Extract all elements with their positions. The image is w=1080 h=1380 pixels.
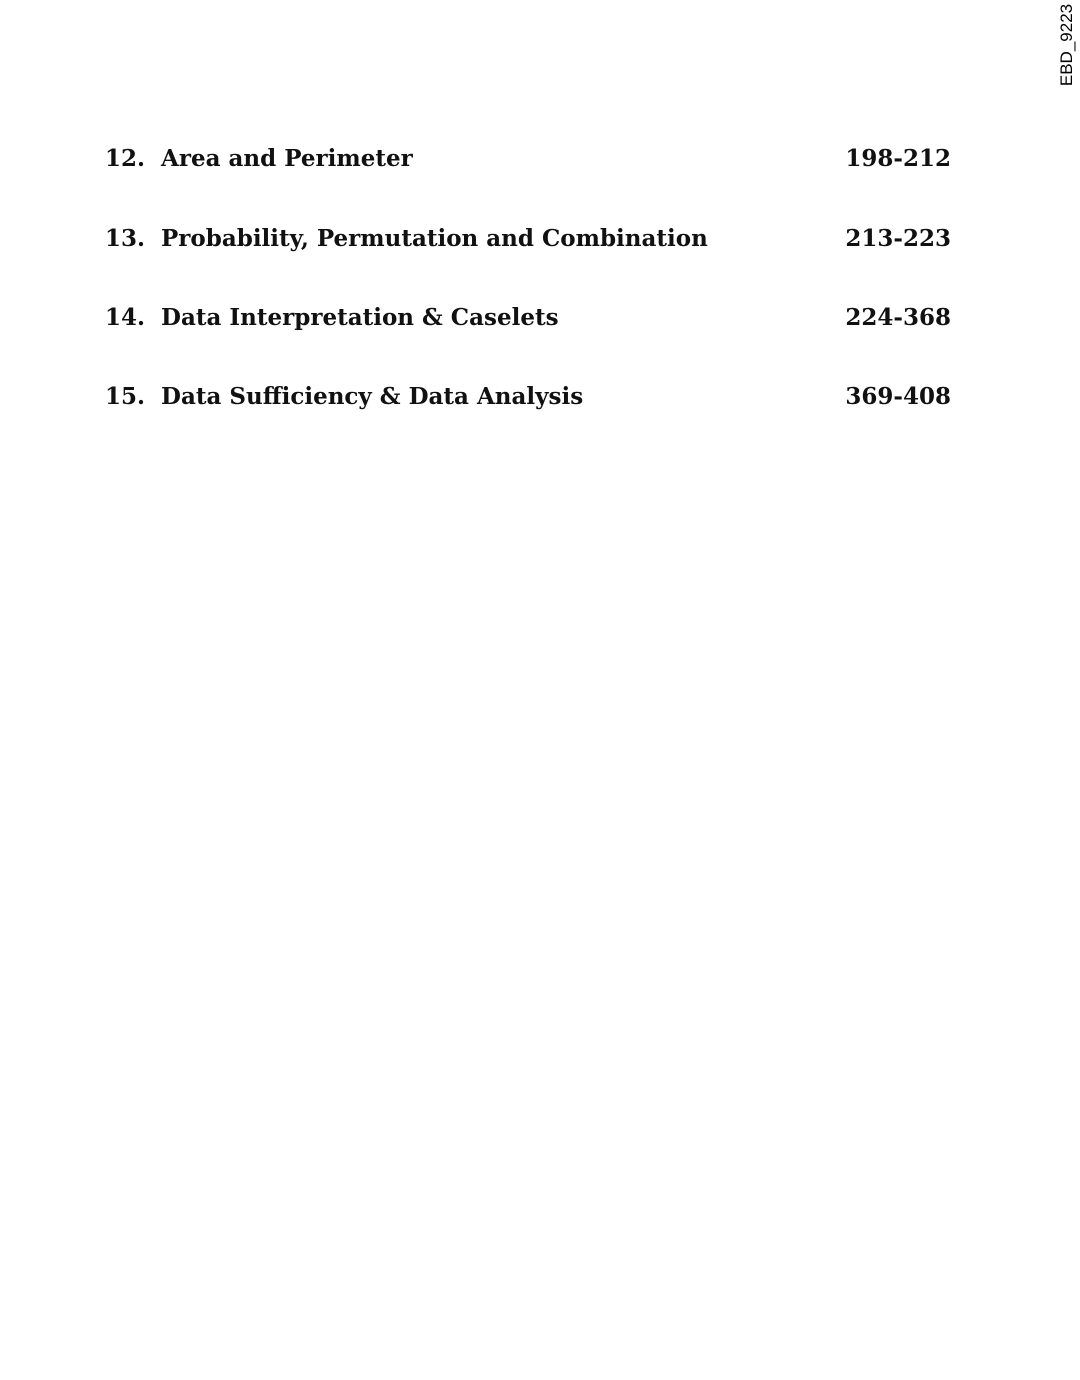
side-label-text: EBD_9223 [1057, 3, 1076, 87]
chapter-title: Data Interpretation & Caselets [161, 304, 559, 331]
chapter-number: 13. [105, 225, 146, 252]
contents-row [105, 225, 951, 257]
chapter-title: Data Sufficiency & Data Analysis [161, 383, 584, 410]
chapter-title: Area and Perimeter [161, 145, 413, 172]
page-range: 369-408 [845, 383, 951, 410]
page-range: 198-212 [845, 145, 951, 172]
contents-row [105, 383, 951, 415]
contents-row [105, 145, 951, 177]
chapter-number: 14. [105, 304, 146, 331]
side-label [1056, 0, 1078, 100]
contents-row [105, 304, 951, 336]
chapter-number: 12. [105, 145, 146, 172]
chapter-number: 15. [105, 383, 146, 410]
chapter-title: Probability, Permutation and Combination [161, 225, 708, 252]
page-range: 224-368 [845, 304, 951, 331]
page-range: 213-223 [845, 225, 951, 252]
